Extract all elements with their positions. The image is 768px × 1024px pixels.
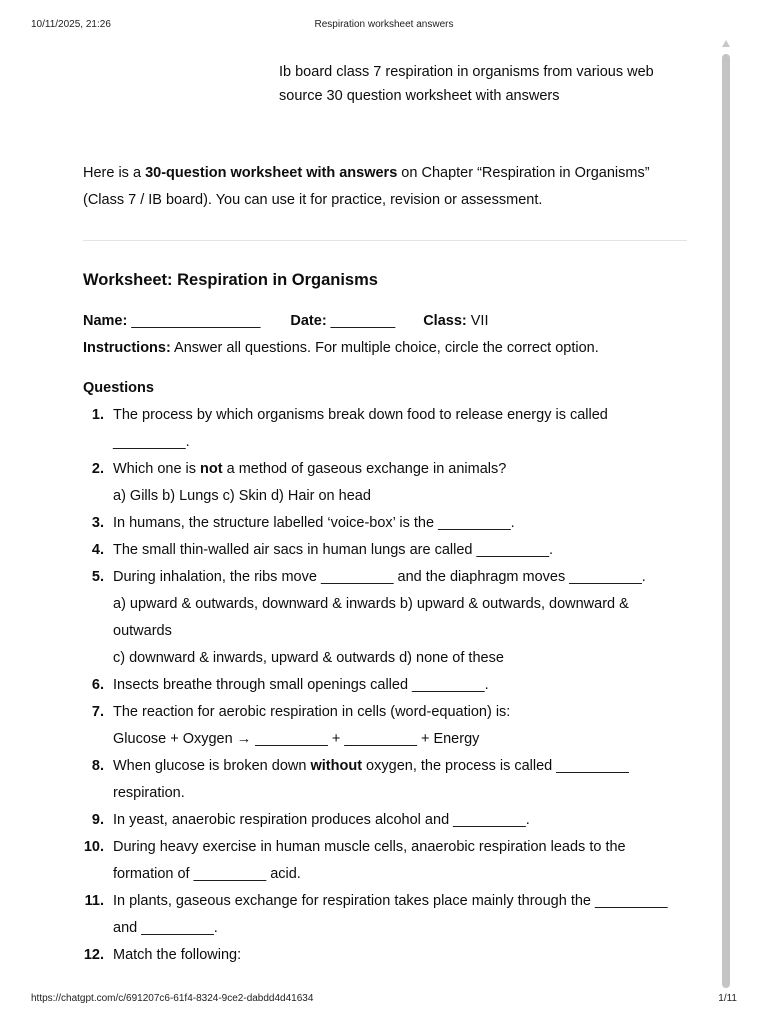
print-page-number: 1/11 (718, 993, 737, 1004)
question-options: a) Gills b) Lungs c) Skin d) Hair on head (113, 488, 371, 504)
question-text-part: The process by which organisms break down food to release energy is called _________. (113, 407, 608, 450)
question-number: 6. (91, 677, 104, 693)
class-value: VII (466, 313, 489, 329)
question-number: 3. (91, 515, 104, 531)
question-text (113, 672, 687, 699)
name-label: Name: (83, 313, 128, 329)
question-number: 8. (91, 758, 104, 774)
question-item (83, 942, 687, 969)
question-text (113, 942, 687, 969)
print-page-title: Respiration worksheet answers (314, 19, 454, 30)
question-text (113, 537, 687, 564)
question-number: 10. (83, 839, 104, 855)
class-label: Class: (423, 313, 467, 329)
questions-heading: Questions (83, 380, 154, 396)
question-number: 7. (91, 704, 104, 720)
question-number: 1. (91, 407, 104, 423)
question-text (113, 564, 687, 591)
question-text (113, 807, 687, 834)
question-text (113, 834, 687, 888)
question-item (83, 834, 687, 888)
question-item (83, 807, 687, 834)
user-message: Ib board class 7 respiration in organisms from various web source 30 question worksheet with answers (279, 64, 654, 104)
question-item (83, 510, 687, 537)
question-text-part: a method of gaseous exchange in animals? (222, 461, 507, 477)
instructions-line (83, 335, 687, 362)
question-text-part: In yeast, anaerobic respiration produces alcohol and _________. (113, 812, 530, 828)
intro-text: Here is a (83, 165, 146, 181)
scrollbar[interactable] (721, 40, 731, 990)
intro-text-after: on Chapter “Respiration in Organisms” (Class 7 / IB board). You can use it for practice, revision or assessment. (83, 165, 650, 208)
question-item (83, 456, 687, 510)
question-number: 11. (84, 893, 104, 909)
question-text (113, 888, 687, 942)
question-text-part: When glucose is broken down (113, 758, 311, 774)
question-item (83, 672, 687, 699)
student-info-line (83, 308, 687, 335)
question-item (83, 564, 687, 672)
print-header (0, 19, 768, 33)
question-text-part: Match the following: (113, 947, 242, 963)
question-emphasis: without (310, 758, 363, 774)
question-number: 4. (91, 542, 104, 558)
question-text (113, 402, 687, 456)
question-text-part: The small thin-walled air sacs in human lungs are called _________. (113, 542, 554, 558)
divider (83, 240, 687, 241)
question-item (83, 753, 687, 807)
question-text (113, 699, 687, 726)
question-options: c) downward & inwards, upward & outwards d) none of these (113, 650, 504, 666)
instructions-text: Answer all questions. For multiple choice, circle the correct option. (170, 340, 599, 356)
question-text-part: During inhalation, the ribs move _________ and the diaphragm moves _________. (113, 569, 646, 585)
question-number: 5. (91, 569, 104, 585)
intro-bold-text: 30-question worksheet with answers (145, 165, 398, 181)
question-text-part: The reaction for aerobic respiration in cells (word-equation) is: (113, 704, 511, 720)
name-blank: ________________ (127, 313, 261, 329)
date-label: Date: (290, 313, 327, 329)
question-options: Glucose + Oxygen → _________ + _________ + Energy (113, 731, 480, 747)
instructions-label: Instructions: (83, 340, 171, 356)
question-options: a) upward & outwards, downward & inwards b) upward & outwards, downward & outwards (113, 596, 629, 639)
assistant-response (83, 160, 687, 969)
question-text-part: oxygen, the process is called _________ respiration. (113, 758, 629, 801)
question-text (113, 456, 687, 483)
question-item (83, 888, 687, 942)
question-number: 9. (91, 812, 104, 828)
question-text-part: Insects breathe through small openings called _________. (113, 677, 489, 693)
question-text-part: During heavy exercise in human muscle cells, anaerobic respiration leads to the formation of _________ acid. (113, 839, 626, 882)
question-emphasis: not (200, 461, 223, 477)
question-item (83, 699, 687, 753)
question-number: 2. (91, 461, 104, 477)
print-datetime: 10/11/2025, 21:26 (31, 19, 111, 30)
question-list (83, 402, 687, 969)
question-item (83, 402, 687, 456)
date-blank: ________ (326, 313, 396, 329)
scroll-up-arrow-icon[interactable] (722, 40, 730, 47)
question-text-part: In plants, gaseous exchange for respiration takes place mainly through the _________ and _________. (113, 893, 668, 936)
question-item (83, 537, 687, 564)
intro-paragraph (83, 160, 687, 213)
worksheet-title: Worksheet: Respiration in Organisms (83, 271, 378, 289)
scrollbar-thumb[interactable] (722, 54, 730, 988)
question-text (113, 510, 687, 537)
question-text-part: Which one is (113, 461, 201, 477)
question-text-part: In humans, the structure labelled ‘voice-box’ is the _________. (113, 515, 515, 531)
question-text (113, 753, 687, 807)
print-url: https://chatgpt.com/c/691207c6-61f4-8324-9ce2-dabdd4d41634 (31, 993, 314, 1004)
question-number: 12. (83, 947, 104, 963)
